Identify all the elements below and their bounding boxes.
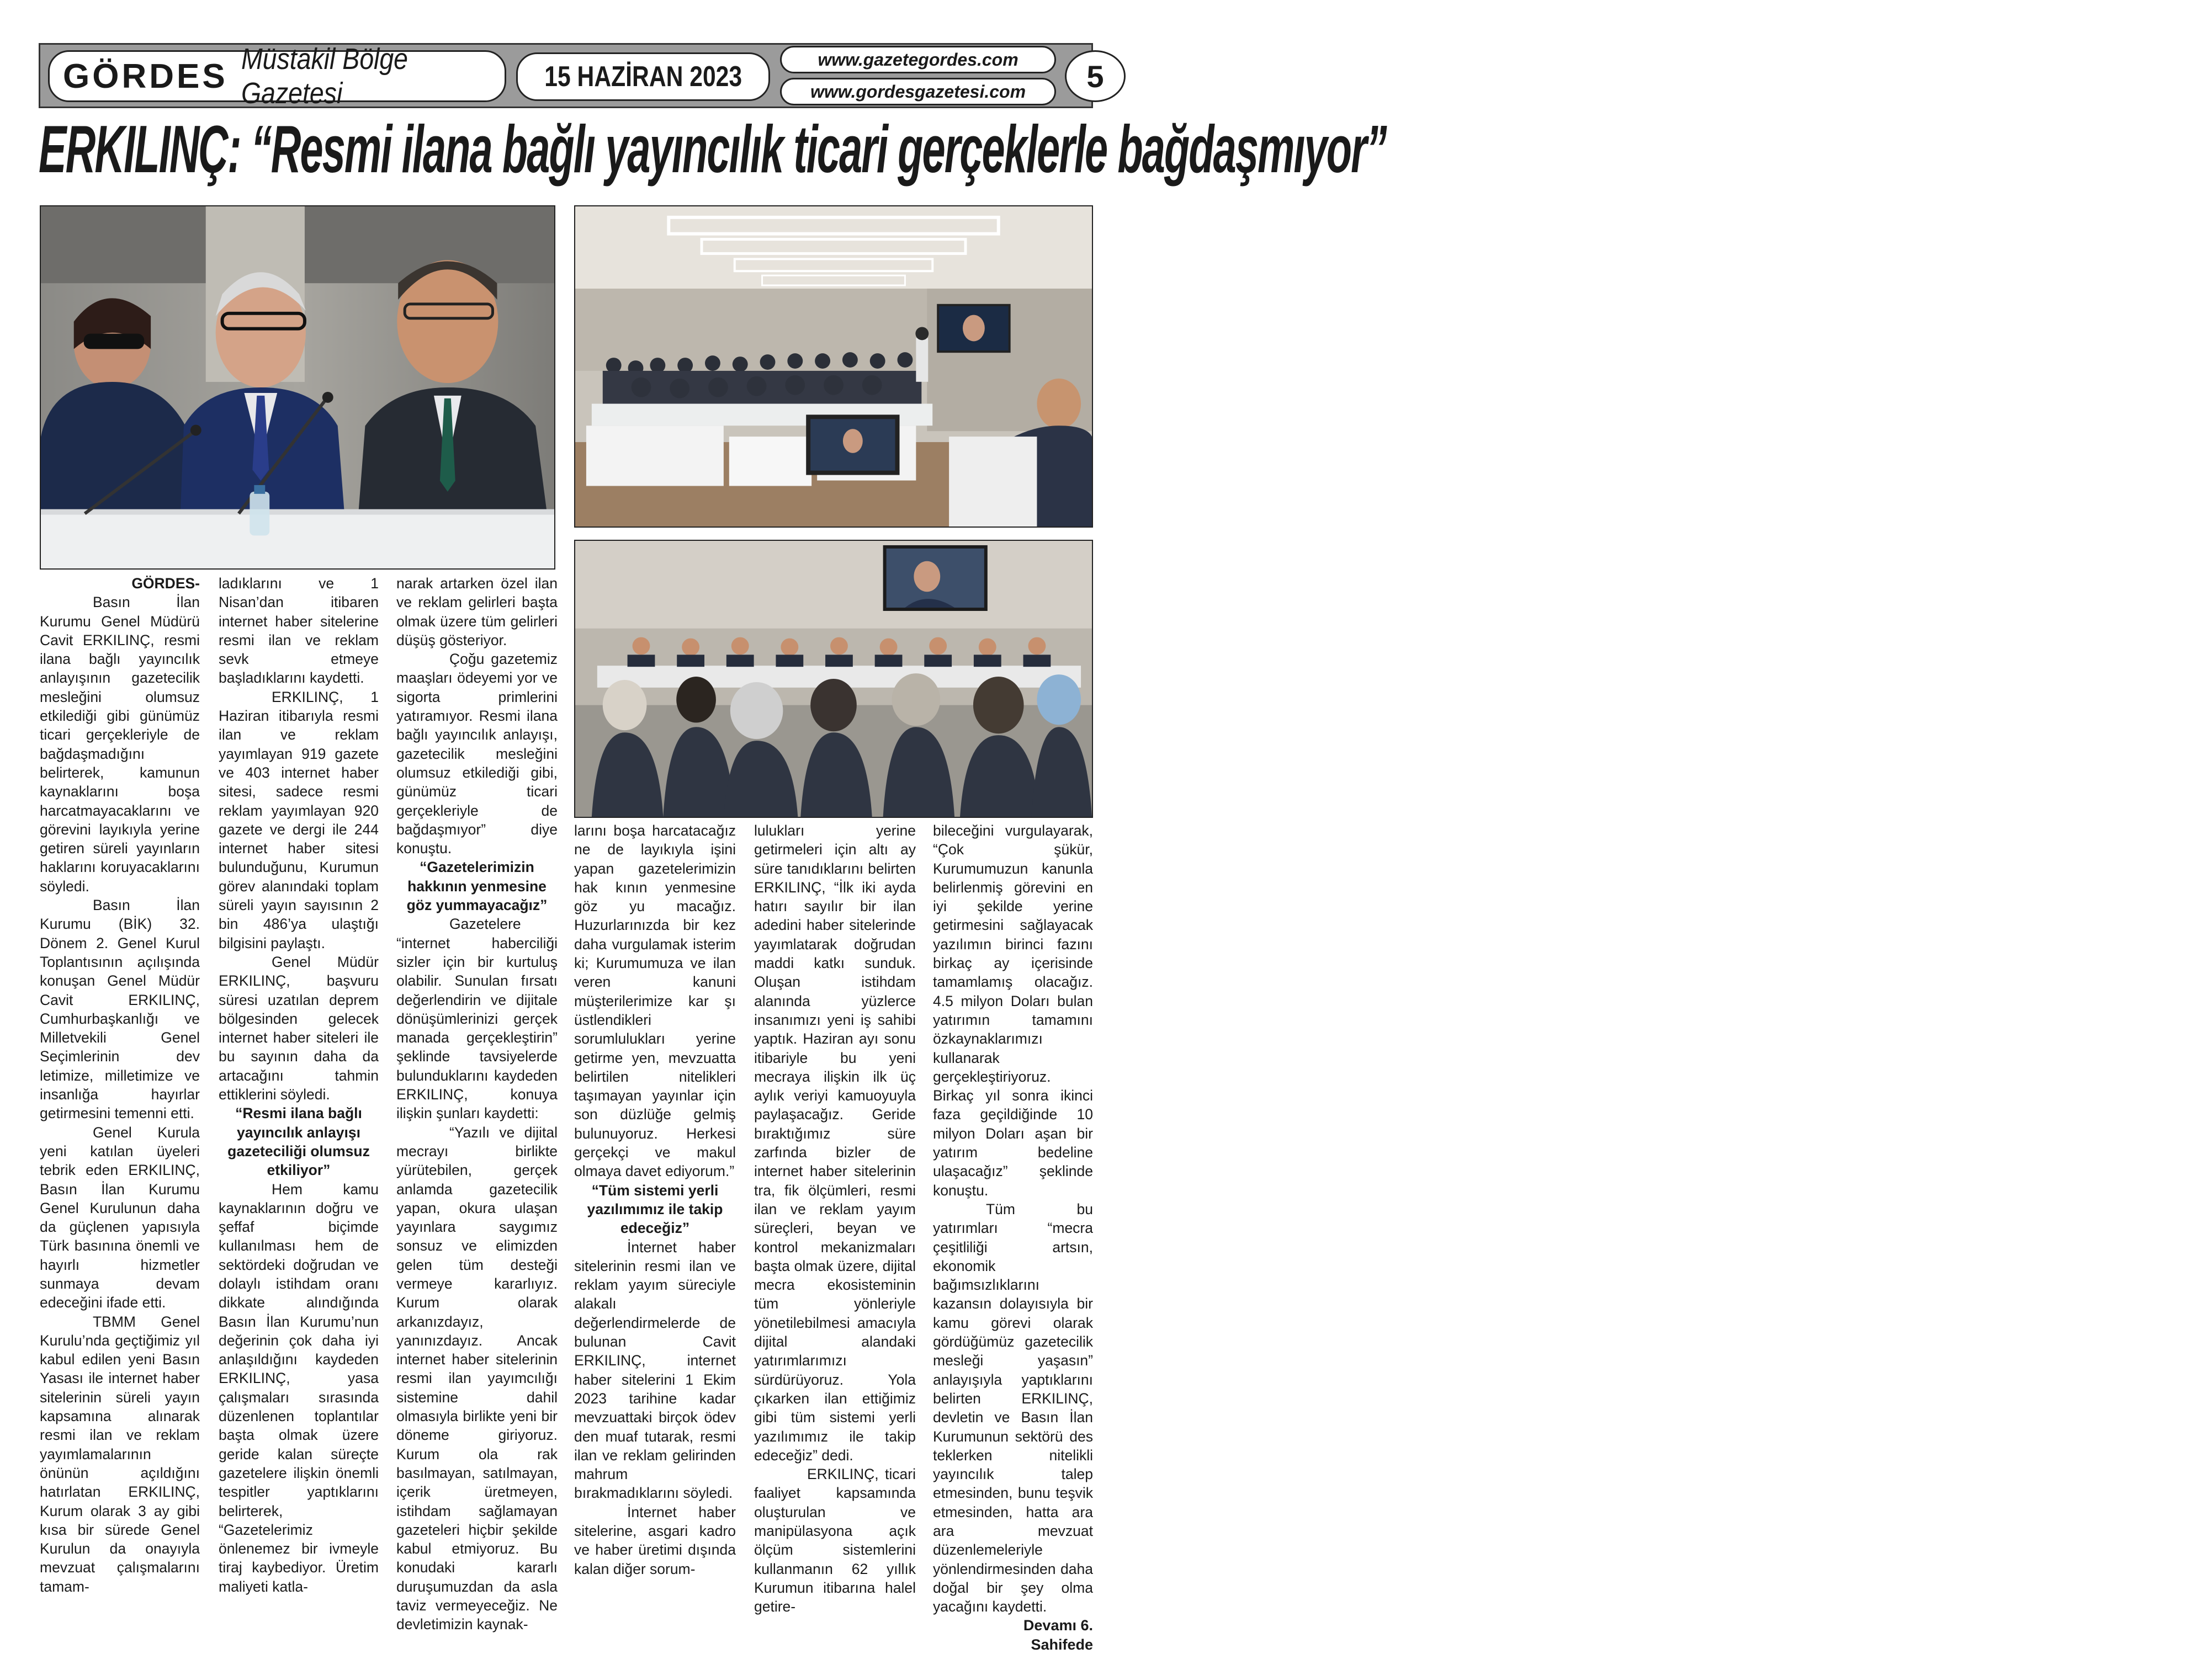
page-number: 5 (1065, 50, 1126, 102)
dateline: GÖRDES- (131, 575, 200, 592)
photo-conference-hall (574, 205, 1093, 528)
subheading: “Resmi ilana bağlı yayıncılık anlayışı gazeteciliği olumsuz etkiliyor” (227, 1105, 370, 1179)
article-column-3 (396, 574, 558, 1634)
issue-date-text: 15 HAZİRAN 2023 (544, 61, 742, 93)
paragraph: ladıklarını ve 1 Nisan’dan itibaren internet haber sitelerine resmi ilan ve reklam sevk etmeye başladıklarını kaydetti. (219, 575, 379, 687)
paragraph: TBMM Genel Kurulu’nda geçtiğimiz yıl kabul edilen yeni Basın Yasası ile internet haber sitelerinin süreli yayın kapsamına alınarak resmi ilan ve reklam yayımlamalarının önünün açıldığını hatırlatan ERKILINÇ, Kurum olarak 3 ay gibi kısa bir sürede Genel Kurulun da onayıyla mevzuat çalışmalarını tamam- (40, 1313, 200, 1595)
article-column-6 (933, 821, 1093, 1654)
paragraph: narak artarken özel ilan ve reklam gelirleri başta olmak üzere tüm gelirleri düşüş gösteriyor. (396, 575, 558, 648)
paragraph: Tüm bu yatırımları “mecra çeşitliliği artsın, ekonomik bağımsızlıklarını kazansın dolayısıyla bir kamu görevi olarak gördüğümüz gazetecilik mesleği yaşasın” anlayışıyla yaptıklarını belirten ERKILINÇ, devletin ve Basın İlan Kurumunun sektörü des teklerken nitelikli yayıncılık talep etmesinden, bunu teşvik etmesinden, hatta ara ara mevzuat düzenlemeleriyle yönlendirmesinden daha doğal bir şey olma yacağını kaydetti. (933, 1200, 1093, 1615)
paragraph: bileceğini vurgulayarak, “Çok şükür, Kurumumuzun kanunla belirlenmiş görevini en iyi şekilde yerine getirmesini sağlayacak yazılımın birinci fazını birkaç ay içerisinde tamamlamış olacağız. 4.5 milyon Doları bulan yatırımın tamamını özkaynaklarımızı kullanarak gerçekleştiriyoruz. Birkaç yıl sonra ikinci faza geçildiğinde 10 milyon Doları aşan bir yatırım bedeline ulaşacağız” şeklinde konuştu. (933, 822, 1093, 1199)
paragraph: “Yazılı ve dijital mecrayı birlikte yürütebilen, gerçek anlamda gazetecilik yapan, okura ulaşan yayınlara saygımız sonsuz ve elimizden gelen tüm desteği vermeye kararlıyız. Kurum olarak arkanızdayız, yanınızdayız. Ancak internet haber sitelerinin resmi ilan yayımcılığı sistemine dahil olmasıyla birlikte yeni bir döneme giriyoruz. Kurum ola rak basılmayan, satılmayan, içerik üretmeyen, istihdam sağlamayan gazeteleri hiçbir şekilde kabul etmiyoruz. Bu konudaki kararlı duruşumuzdan da asla taviz vermeyeceğiz. Ne devletimizin kaynak- (396, 1124, 558, 1633)
photo-officials-at-microphones (40, 205, 555, 570)
paragraph: İnternet haber sitelerine, asgari kadro ve haber üretimi dışında kalan diğer sorum- (574, 1503, 736, 1577)
article-column-1 (40, 574, 200, 1596)
website-link-1[interactable]: www.gazetegordes.com (780, 46, 1056, 73)
paragraph: Hem kamu kaynaklarının doğru ve şeffaf biçimde kullanılması hem de sektördeki doğrudan ve dolaylı istihdam oranı dikkate alındığında Basın İlan Kurumu’nun değerinin çok daha iyi anlaşıldığını kaydeden ERKILINÇ, yasa çalışmaları sırasında düzenlenen toplantılar başta olmak üzere geride kalan süreçte gazetelere ilişkin önemli tespitler yaptıklarını belirterek, “Gazetelerimiz önlenemez bir ivmeyle tiraj kaybediyor. Üretim maliyeti katla- (219, 1180, 379, 1595)
article-column-2 (219, 574, 379, 1596)
masthead (39, 42, 1104, 110)
paragraph: Basın İlan Kurumu Genel Müdürü Cavit ERKILINÇ, resmi ilana bağlı yayıncılık anlayışının gazetecilik mesleğini olumsuz etkilediği gibi günümüz ticari gerçekleriyle de bağdaşmadığını belirterek, kamunun kaynaklarını boşa harcatmayacaklarını ve görevini layıkıyla yerine getiren süreli yayınların haklarını koruyacaklarını söyledi. (40, 594, 200, 895)
article-column-5 (754, 821, 916, 1616)
continued-on-page-link[interactable]: Devamı 6. Sahifede (1023, 1617, 1093, 1653)
paragraph: ERKILINÇ, 1 Haziran itibarıyla resmi ilan ve reklam yayımlayan 919 gazete ve 403 internet haber sitesi, sadece resmi reklam yayımlayan 920 gazete ve dergi ile 244 internet haber sitesi bulunduğunu, Kurumun görev alanındaki toplam süreli yayın sayısının 2 bin 486’ya ulaştığı bilgisini paylaştı. (219, 688, 379, 951)
newspaper-subtitle: Müstakil Bölge Gazetesi (241, 42, 408, 110)
headline-text: ERKILINÇ: “Resmi ilana bağlı yayıncılık ticari gerçeklerle bağdaşmıyor” (39, 111, 1386, 187)
photo-panel-and-audience (574, 540, 1093, 818)
subheading: “Gazetelerimizin hakkının yenmesine göz yummayacağız” (406, 859, 548, 914)
paragraph: lulukları yerine getirmeleri için altı ay süre tanıdıklarını belirten ERKILINÇ, “İlk iki ayda hatırı sayılır bir ilan adedini haber sitelerinde yayımlatarak doğrudan maddi katkı sunduk. Oluşan istihdam alanında yüzlerce insanımızı yeni iş sahibi yaptık. Haziran ayı sonu itibariyle bu yeni mecraya ilişkin ilk üç aylık veriyi kamuoyuyla paylaşacağız. Geride bıraktığımız süre zarfında bizler de internet haber sitelerinin tra, fik ölçümleri, resmi ilan ve reklam yayım süreçleri, beyan ve kontrol mekanizmaları başta olmak üzere, dijital mecra ekosisteminin tüm yönleriyle yönetilebilmesi amacıyla dijital alandaki yatırımlarımızı sürdürüyoruz. Yola çıkarken ilan ettiğimiz gibi tüm sistemi yerli yazılımımız ile takip edeceğiz” dedi. (754, 822, 916, 1464)
paragraph: ERKILINÇ, ticari faaliyet kapsamında oluşturulan ve manipülasyona açık ölçüm sistemlerini kullanmanın 62 yıllık Kurumun itibarına halel getire- (754, 1466, 916, 1615)
paragraph: Genel Müdür ERKILINÇ, başvuru süresi uzatılan deprem bölgesinden gelecek internet haber siteleri ile bu sayının daha da artacağını tahmin ettiklerini söyledi. (219, 953, 379, 1103)
paragraph: Gazetelere “internet haberciliği sizler için bir kurtuluş olabilir. Sunulan fırsatı değerlendirin ve dijitale dönüşümlerinizi gerçek manada gerçekleştirin” şeklinde tavsiyelerde bulunduklarını kaydeden ERKILINÇ, konuya ilişkin şunları kaydetti: (396, 916, 558, 1122)
paragraph: Genel Kurula yeni katılan üyeleri tebrik eden ERKILINÇ, Basın İlan Kurumu Genel Kurulunun daha da güçlenen yapısıyla Türk basınına önemli ve hayırlı hizmetler sunmaya devam edeceğini ifade etti. (40, 1124, 200, 1311)
issue-date (516, 52, 770, 101)
article-column-4 (574, 821, 736, 1578)
website-link-2[interactable]: www.gordesgazetesi.com (780, 78, 1056, 105)
brand-pill (48, 42, 506, 110)
paragraph: larını boşa harcatacağız ne de layıkıyla işini yapan gazetelerimizin hak kının yenmesine göz yu macağız. Huzurlarınızda bir kez daha vurgulamak isterim ki; Kurumumuza ve ilan veren kanuni müşterilerimize kar şı üstlendikleri sorumlulukları yerine getirme yen, mevzuatta belirtilen nitelikleri taşımayan yayınlar için son düzlüğe gelmiş bulunuyoruz. Herkesi gerçekçi ve makul olmaya davet ediyorum.” (574, 822, 736, 1180)
headline (39, 110, 1386, 193)
subheading: “Tüm sistemi yerli yazılımımız ile takip edeceğiz” (587, 1182, 723, 1237)
newspaper-name: GÖRDES (63, 57, 228, 95)
paragraph: Basın İlan Kurumu (BİK) 32. Dönem 2. Genel Kurul Toplantısının açılışında konuşan Genel Müdür Cavit ERKILINÇ, Cumhurbaşkanlığı ve Milletvekili Genel Seçimlerinin dev letimize, milletimize ve insanlığa hayırlar getirmesini temenni etti. (40, 897, 200, 1122)
paragraph: Çoğu gazetemiz maaşları ödeyemi yor ve sigorta primlerini yatıramıyor. Resmi ilana bağlı yayıncılık anlayışı, gazetecilik mesleğini olumsuz etkilediği gibi, günümüz ticari gerçekleriyle de bağdaşmıyor” diye konuştu. (396, 651, 558, 857)
paragraph: İnternet haber sitelerinin resmi ilan ve reklam yayım süreciyle alakalı değerlendirmelerde de bulunan Cavit ERKILINÇ, internet haber sitelerini 1 Ekim 2023 tarihine kadar mevzuattaki birçok ödev den muaf tutarak, resmi ilan ve reklam gelirinden mahrum bırakmadıklarını söyledi. (574, 1238, 736, 1502)
